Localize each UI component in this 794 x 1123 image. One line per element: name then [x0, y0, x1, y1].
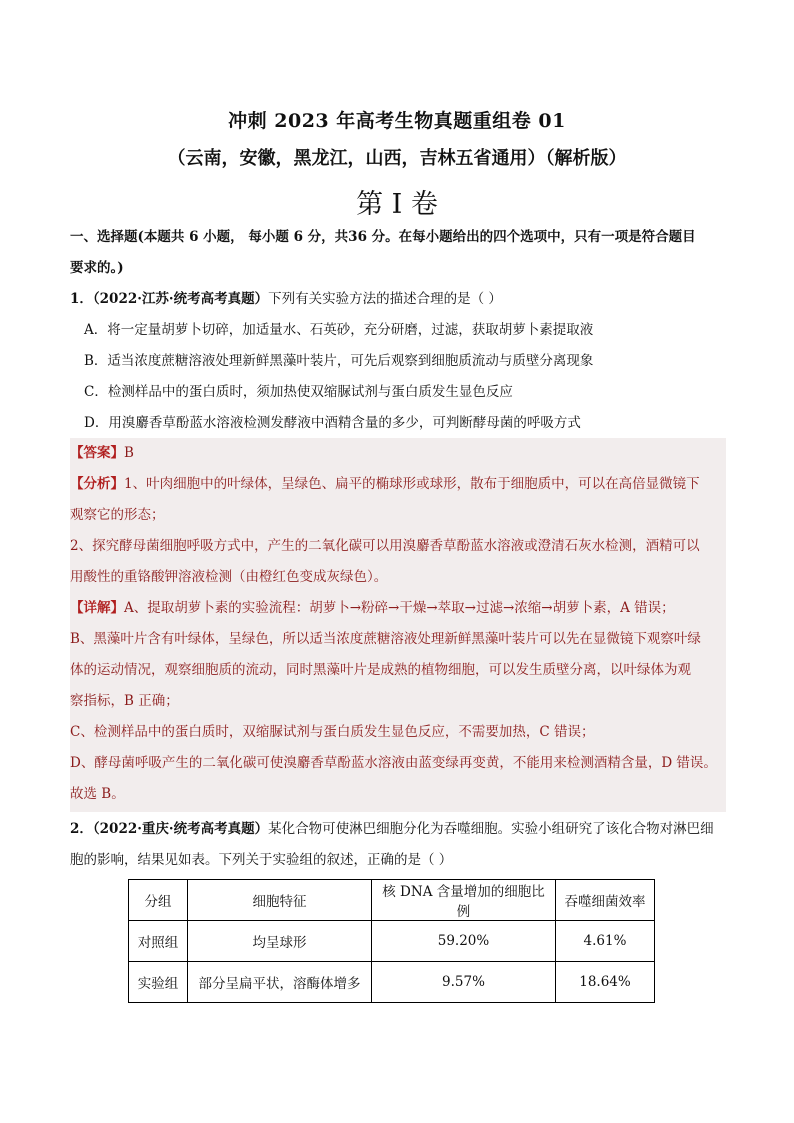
question-source: （2022·江苏·统考高考真题） [92, 291, 269, 307]
table-header-cell: 细胞特征 [188, 880, 372, 921]
detail-line-2: B、黑藻叶片含有叶绿体，呈绿色，所以适当浓度蔗糖溶液处理新鲜黑藻叶装片可以先在显微镜下观察叶绿 [70, 631, 701, 647]
question-number: 2． [70, 821, 93, 837]
table-cell: 4.61% [556, 921, 655, 962]
option-c: C．检测样品中的蛋白质时，须加热使双缩脲试剂与蛋白质发生显色反应 [84, 384, 513, 400]
detail-line-7: 故选 B。 [70, 786, 125, 802]
option-a: A．将一定量胡萝卜切碎，加适量水、石英砂，充分研磨，过滤，获取胡萝卜素提取液 [84, 322, 594, 338]
detail-line-3: 体的运动情况，观察细胞质的流动，同时黑藻叶片是成熟的植物细胞，可以发生质壁分离，以叶绿体为观 [70, 662, 691, 678]
table-cell: 部分呈扁平状，溶酶体增多 [188, 962, 372, 1003]
instructions-line-2: 要求的。) [70, 260, 124, 276]
table-row [129, 962, 655, 1003]
page-subtitle: （云南，安徽，黑龙江，山西，吉林五省通用）（解析版） [167, 148, 627, 169]
analysis-line-1 [70, 469, 726, 500]
table-header-row [129, 880, 655, 921]
analysis-line-3: 2、探究酵母菌细胞呼吸方式中，产生的二氧化碳可以用溴麝香草酚蓝水溶液或澄清石灰水检测，酒精可以 [70, 538, 700, 554]
detail-tag: 【详解】 [70, 600, 124, 616]
table-header-cell: 吞噬细菌效率 [556, 880, 655, 921]
question-2-stem [70, 814, 726, 845]
option-b: B．适当浓度蔗糖溶液处理新鲜黑藻叶装片，可先后观察到细胞质流动与质壁分离现象 [84, 353, 594, 369]
question-2-stem-line-2: 胞的影响，结果见如表。下列关于实验组的叙述，正确的是（ ） [70, 852, 453, 868]
detail-line-1 [70, 593, 726, 624]
question-text: 下列有关实验方法的描述合理的是（ ） [268, 291, 502, 307]
table-cell: 实验组 [129, 962, 188, 1003]
question-number: 1． [70, 291, 93, 307]
page-title: 冲刺 2023 年高考生物真题重组卷 01 [228, 110, 566, 132]
section-title: 第 I 卷 [356, 189, 438, 220]
table-cell: 59.20% [372, 921, 556, 962]
table-cell: 均呈球形 [188, 921, 372, 962]
answer-tag: 【答案】 [70, 445, 124, 461]
table-header-cell: 核 DNA 含量增加的细胞比例 [372, 880, 556, 921]
table-cell: 9.57% [372, 962, 556, 1003]
detail-line-5: C、检测样品中的蛋白质时，双缩脲试剂与蛋白质发生显色反应，不需要加热，C 错误； [70, 724, 595, 740]
table-cell: 18.64% [556, 962, 655, 1003]
question-source: （2022·重庆·统考高考真题） [92, 821, 269, 837]
results-table [128, 879, 655, 1003]
detail-text: A、提取胡萝卜素的实验流程：胡萝卜→粉碎→干燥→萃取→过滤→浓缩→胡萝卜素，A 错误； [124, 600, 675, 616]
analysis-line-4: 用酸性的重铬酸钾溶液检测（由橙红色变成灰绿色）。 [70, 569, 388, 585]
analysis-line-2: 观察它的形态； [70, 507, 165, 523]
analysis-text: 1、叶肉细胞中的叶绿体，呈绿色、扁平的椭球形或球形，散布于细胞质中，可以在高倍显微镜下 [124, 476, 700, 492]
answer-value: B [124, 445, 134, 461]
detail-line-4: 察指标，B 正确； [70, 693, 179, 709]
question-1-stem [70, 284, 726, 315]
table-row [129, 921, 655, 962]
instructions-line-1: 一、选择题(本题共 6 小题， 每小题 6 分，共36 分。在每小题给出的四个选项中，只有一项是符合题目 [70, 229, 696, 245]
question-text: 某化合物可使淋巴细胞分化为吞噬细胞。实验小组研究了该化合物对淋巴细 [268, 821, 714, 837]
analysis-tag: 【分析】 [70, 476, 124, 492]
detail-line-6: D、酵母菌呼吸产生的二氧化碳可使溴麝香草酚蓝水溶液由蓝变绿再变黄，不能用来检测酒精含量，D 错误。 [70, 755, 717, 771]
option-d: D．用溴麝香草酚蓝水溶液检测发酵液中酒精含量的多少，可判断酵母菌的呼吸方式 [84, 415, 581, 431]
table-header-cell: 分组 [129, 880, 188, 921]
answer-line [70, 438, 726, 469]
table-cell: 对照组 [129, 921, 188, 962]
